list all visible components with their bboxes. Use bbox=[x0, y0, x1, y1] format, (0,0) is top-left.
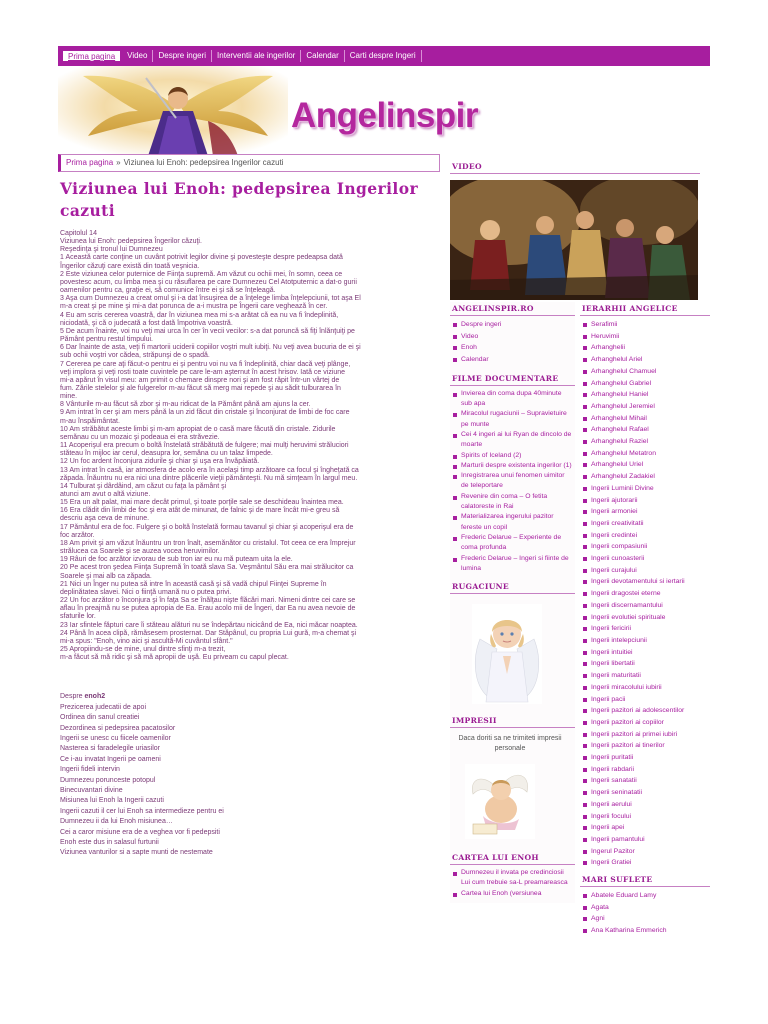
ierarhie-link[interactable]: Heruvimii bbox=[582, 331, 708, 343]
post-line: 17 Pământul era de foc. Fulgere şi o boltă înstelată formau tavanul şi chiar şi acoperişul era de bbox=[60, 523, 354, 531]
film-link[interactable]: Miracolul rugaciunii – Supravietuire pe munte bbox=[452, 409, 573, 430]
ierarhie-link[interactable]: Ingerii intuitiei bbox=[582, 647, 708, 659]
related-link[interactable]: Dumnezeu porunceste potopul bbox=[60, 776, 156, 784]
top-nav bbox=[58, 46, 710, 66]
angel-header-image bbox=[58, 66, 288, 156]
post-line: sub ochii voştri vor cădea, străpunşi de o spadă. bbox=[60, 352, 210, 360]
film-link[interactable]: Frederic Delarue – Experiente de coma profunda bbox=[452, 533, 573, 554]
ierarhie-link[interactable]: Ingerii miracolului iubirii bbox=[582, 682, 708, 694]
post-line: Viziunea lui Enoh: pedepsirea Îngerilor căzuţi. bbox=[60, 238, 202, 246]
ierarhie-link[interactable]: Ingerul Pazitor bbox=[582, 846, 708, 858]
film-link[interactable]: Invierea din coma dupa 40minute sub apa bbox=[452, 389, 573, 410]
post-line: semănau cu un mozaic şi podeaua ei era străvezie. bbox=[60, 433, 220, 441]
ierarhie-link[interactable]: Ingerii Luminii Divine bbox=[582, 483, 708, 495]
post-line: 11 Acoperişul era precum o boltă înstelată străbătută de fulgere; mai mulţi heruvimi străluciori bbox=[60, 442, 349, 450]
ierarhie-link[interactable]: Ingerii apei bbox=[582, 822, 708, 834]
ierarhie-link[interactable]: Arhanghelul Uriel bbox=[582, 459, 708, 471]
related-heading bbox=[60, 692, 444, 702]
sidebar-link[interactable]: Calendar bbox=[452, 354, 573, 366]
ierarhie-link[interactable]: Ingerii curajului bbox=[582, 565, 708, 577]
post-line: 22 Un foc arzător o înconjura şi în faţa Sa se înălţau nişte flăcări mari. Nimeni dintre cei care se bbox=[60, 597, 356, 605]
ierarhie-link[interactable]: Ingerii evolutiei spirituale bbox=[582, 612, 708, 624]
ierarhie-link[interactable]: Ingerii pazitori ai adolescentilor bbox=[582, 705, 708, 717]
mare-suflet-link[interactable]: Abatele Eduard Lamy bbox=[582, 890, 708, 902]
video-thumbnail bbox=[450, 180, 698, 300]
film-link[interactable]: Inregistrarea unui fenomen uimitor de teleportare bbox=[452, 471, 573, 492]
post-line: 2 Este viziunea celor puternice de Fiinţa supremă. Am văzut cu ochii mei, în somn, ceea ce bbox=[60, 270, 343, 278]
video-player[interactable] bbox=[450, 180, 698, 300]
post-line: deplinătatea slavei. Nici o fiinţă umană nu o putea privi. bbox=[60, 588, 232, 596]
ierarhie-link[interactable]: Ingerii credintei bbox=[582, 530, 708, 542]
post-line: 23 Iar sfintele făpturi care îi stăteau alături nu se îndepărtau nicicând de Ea, nici măcar noaptea. bbox=[60, 621, 358, 629]
post-line: m-au înspăimântat. bbox=[60, 417, 120, 425]
post-line: 12 Un foc ardent înconjura zidurile şi chiar şi uşa era învăpăiată. bbox=[60, 458, 260, 466]
ierarhie-link[interactable]: Ingerii compasiunii bbox=[582, 541, 708, 553]
post-line: foc arzător. bbox=[60, 531, 95, 539]
related-link[interactable]: Enoh este dus in salasul furtunii bbox=[60, 838, 159, 846]
post-line: stăteau în mijloc iar cerul, deasupra lor, semăna cu un talaz limpede. bbox=[60, 450, 273, 458]
impresii-widget-title: IMPRESII bbox=[450, 714, 575, 728]
post-line: niciodată, şi că o judecată a fost dată împotriva voastră. bbox=[60, 319, 233, 327]
ierarhie-link[interactable]: Ingerii focului bbox=[582, 811, 708, 823]
ierarhie-link[interactable]: Ingerii pazitori ai tinerilor bbox=[582, 740, 708, 752]
ierarhie-link[interactable]: Ingerii libertatii bbox=[582, 658, 708, 670]
ierarhie-link[interactable]: Ingerii sanatatii bbox=[582, 775, 708, 787]
post-line: oamenilor pentru ca, graţie ei, să comunice între ei şi să se înţeleagă. bbox=[60, 287, 276, 295]
ierarhii-widget-title: IERARHII ANGELICE bbox=[580, 302, 710, 316]
praying-angel-image[interactable] bbox=[472, 604, 542, 704]
cherub-image[interactable] bbox=[465, 764, 535, 839]
ierarhie-link[interactable]: Arhanghelul Raziel bbox=[582, 436, 708, 448]
nav-video[interactable]: Video bbox=[122, 50, 153, 62]
post-line: Soarele şi mai alb ca zăpada. bbox=[60, 572, 152, 580]
post-line: atunci am avut o altă viziune. bbox=[60, 491, 151, 498]
ierarhie-link[interactable]: Arhanghelul Ariel bbox=[582, 354, 708, 366]
ierarhie-link[interactable]: Ingerii cunoasterii bbox=[582, 553, 708, 565]
ierarhie-link[interactable]: Ingerii seninatatii bbox=[582, 787, 708, 799]
post-line: aflau în preajmă nu se putea apropia de Ea. Erau acolo mii de Îngeri, dar Ea nu avea nevoie de bbox=[60, 605, 356, 613]
related-list bbox=[60, 703, 444, 859]
mare-suflet-link[interactable]: Agni bbox=[582, 913, 708, 925]
ierarhie-link[interactable]: Ingerii devotamentului si iertarii bbox=[582, 576, 708, 588]
post-line: 3 Aşa cum Dumnezeu a creat omul şi i-a dat însuşirea de a înţelege limba înţelepciunii, tot aşa El bbox=[60, 295, 361, 303]
related-link[interactable]: Viziunea vanturilor si a sapte munti de nestemate bbox=[60, 849, 213, 857]
breadcrumb-current: Viziunea lui Enoh: pedepsirea Ingerilor cazuti bbox=[123, 158, 284, 167]
ierarhie-link[interactable]: Ingerii Gratiei bbox=[582, 857, 708, 869]
post-line: 10 Am străbătut aceste limbi şi m-am apropiat de o casă mare făcută din cristale. Zidurile bbox=[60, 425, 336, 433]
post-line: 1 Această carte conţine un cuvânt potrivit legilor divine şi povesteşte despre pedeapsa dată bbox=[60, 254, 343, 262]
post-body bbox=[60, 230, 442, 662]
post-line: 15 Era un alt palat, mai mare decât primul, şi toate porţile sale se deschideau înaintea mea. bbox=[60, 499, 344, 507]
sidebar-link[interactable]: Enoh bbox=[452, 342, 573, 354]
ierarhie-link[interactable]: Ingerii maturitatii bbox=[582, 670, 708, 682]
mari-widget-title: MARI SUFLETE bbox=[580, 873, 710, 887]
related-link[interactable]: Prezicerea judecatii de apoi bbox=[60, 703, 146, 711]
post-line: m-a creat şi pe mine şi mi-a dat porunca de a-i mustra pe Îngerii care veghează în cer. bbox=[60, 303, 328, 311]
breadcrumb-home[interactable]: Prima pagina bbox=[66, 158, 114, 167]
related-link[interactable]: Ingerii fideli intervin bbox=[60, 766, 120, 774]
ierarhie-link[interactable]: Serafimii bbox=[582, 319, 708, 331]
ierarhie-link[interactable]: Arhanghelul Mihail bbox=[582, 413, 708, 425]
ierarhie-link[interactable]: Ingerii armoniei bbox=[582, 506, 708, 518]
related-link[interactable]: Ordinea din sanul creatiei bbox=[60, 714, 140, 722]
post-line: Reşedinţa şi tronul lui Dumnezeu bbox=[60, 246, 163, 254]
related-link[interactable]: Ingerii cazuti il cer lui Enoh sa intermedieze pentru ei bbox=[60, 807, 224, 815]
post-title: Viziunea lui Enoh: pedepsirea Ingerilor cazuti bbox=[60, 179, 419, 220]
angelinspir-widget-title: ANGELINSPIR.RO bbox=[450, 302, 575, 316]
post-line: Capitolul 14 bbox=[60, 230, 97, 237]
cartea-list bbox=[450, 865, 575, 903]
ierarhie-link[interactable]: Ingerii pazitori ai copiilor bbox=[582, 717, 708, 729]
video-title: VIDEO bbox=[450, 160, 700, 174]
related-link[interactable]: Dezordinea si pedepsirea pacatosilor bbox=[60, 724, 176, 732]
nav-prima-pagina[interactable]: Prima pagina bbox=[62, 50, 121, 62]
cartea-widget-title: CARTEA LUI ENOH bbox=[450, 851, 575, 865]
post-line: mi-a apărut în visul meu: am primit o chemare dinspre nori şi am fost răpit într-un vârtej de bbox=[60, 376, 340, 384]
ierarhie-link[interactable]: Ingerii creativitatii bbox=[582, 518, 708, 530]
post-line: 7 Cererea pe care aţi făcut-o pentru ei şi pentru voi nu va fi îndeplinită, chiar dacă veţi plânge, bbox=[60, 360, 351, 368]
filme-widget-title: FILME DOCUMENTARE bbox=[450, 372, 575, 386]
sidebar-link[interactable]: Video bbox=[452, 331, 573, 343]
post-line: veţi implora şi veţi rosti toate cuvintele pe care le-am aşternut în acest hrisov. Iată ce viziune bbox=[60, 368, 346, 376]
post-line: Îngerilor căzuţi care există din toată veşnicia. bbox=[60, 262, 200, 270]
post-line: 19 Râuri de foc arzător izvorau de sub tron iar eu nu mă puteam uita la ele. bbox=[60, 556, 293, 564]
related-link[interactable]: Misiunea lui Enoh la Ingerii cazuti bbox=[60, 797, 164, 805]
post-line: descriu aşa ceva de minune. bbox=[60, 515, 150, 523]
related-link[interactable]: Nasterea si faradelegile uriasilor bbox=[60, 745, 160, 753]
nav-despre-ingeri[interactable]: Despre ingeri bbox=[153, 50, 212, 62]
filme-list bbox=[450, 386, 575, 578]
mare-suflet-link[interactable]: Agata bbox=[582, 902, 708, 914]
post-line: 14 Tulburat şi dârdâind, am căzut cu faţa la pământ şi bbox=[60, 482, 227, 490]
post-line: 18 Am privit şi am văzut înăuntru un tron înalt, asemănător cu cristalul. Tot ceea ce era împrejur bbox=[60, 539, 356, 547]
sidebar-left bbox=[450, 302, 575, 903]
angelinspir-list bbox=[450, 316, 575, 370]
main-content bbox=[60, 178, 444, 859]
related-link[interactable]: Dumnezeu ii da lui Enoh misiunea… bbox=[60, 818, 173, 826]
mari-list bbox=[580, 887, 710, 941]
site-logo[interactable]: Angelinspir bbox=[291, 96, 479, 135]
ierarhie-link[interactable]: Arhanghelul Gabriel bbox=[582, 378, 708, 390]
post-line: zăpada. Înăuntru nu era nici una dintre plăcerile vieţii pământeşti. Nu mă simţeam în largul meu. bbox=[60, 474, 358, 482]
ierarhie-link[interactable]: Ingerii rabdarii bbox=[582, 764, 708, 776]
post-line: 16 Era clădit din limbi de foc şi era atât de minunat, de falnic şi de mare încât mi-e greu să bbox=[60, 507, 340, 515]
post-line: fum. Zările stelelor şi ale fulgerelor m-au făcut să merg mai repede şi au sădit tulburarea în bbox=[60, 384, 341, 392]
cartea-link[interactable]: Cartea lui Enoh (versiunea bbox=[452, 889, 573, 899]
rugaciune-widget-title: RUGACIUNE bbox=[450, 580, 575, 594]
post-line: Pământ pentru restul timpului. bbox=[60, 336, 153, 344]
ierarhie-link[interactable]: Ingerii dragostei eterne bbox=[582, 588, 708, 600]
film-link[interactable]: Materializarea ingerului pazitor fereste un copil bbox=[452, 512, 573, 533]
related-heading-tag[interactable]: enoh2 bbox=[84, 693, 106, 701]
post-line: strălucea ca Soarele şi se auzea vocea heruvimilor. bbox=[60, 548, 220, 556]
video-widget bbox=[450, 160, 700, 300]
ierarhie-link[interactable]: Ingerii intelepciunii bbox=[582, 635, 708, 647]
post-line: 20 Pe acest tron şedea Fiinţa Supremă în toată slava Sa. Veşmântul Său era mai strălucitor ca bbox=[60, 564, 354, 572]
film-link[interactable]: Cei 4 ingeri ai lui Ryan de dincolo de moarte bbox=[452, 430, 573, 451]
mare-suflet-link[interactable]: Ana Katharina Emmerich bbox=[582, 925, 708, 937]
post-line: 4 Eu am scris cererea voastră, dar în viziunea mea mi s-a arătat că ea nu va fi îndeplinită, bbox=[60, 311, 339, 319]
ierarhie-link[interactable]: Arhanghelul Haniel bbox=[582, 389, 708, 401]
ierarhie-link[interactable]: Arhanghelul Metatron bbox=[582, 448, 708, 460]
post-line: 6 Dar înainte de asta, veţi fi martorii uciderii copiilor voştri mult iubiţi. Nu veţi avea bucuria de ei şi bbox=[60, 344, 361, 352]
related-link[interactable]: Binecuvantari divine bbox=[60, 786, 123, 794]
related-heading-prefix: Despre bbox=[60, 693, 85, 701]
post-line: 13 Am intrat în casă, iar atmosfera de acolo era în acelaşi timp arzătoare ca focul şi îngheţată ca bbox=[60, 466, 359, 474]
ierarhie-link[interactable]: Arhanghelul Chamuel bbox=[582, 366, 708, 378]
film-link[interactable]: Marturii despre existenta ingerilor (1) bbox=[452, 461, 573, 471]
post-line: sfaturile lor. bbox=[60, 613, 96, 621]
ierarhie-link[interactable]: Ingerii pazitori ai primei iubiri bbox=[582, 729, 708, 741]
ierarhii-list bbox=[580, 316, 710, 873]
post-line: povestesc acum, cu limba mea şi cu răsuflarea pe care Dumnezeu Cel Atotputernic a dat-o gurii bbox=[60, 278, 357, 286]
site-header bbox=[58, 66, 710, 156]
ierarhie-link[interactable]: Ingerii pacii bbox=[582, 694, 708, 706]
sidebar-right bbox=[580, 302, 710, 941]
ierarhie-link[interactable]: Ingerii ajutorarii bbox=[582, 495, 708, 507]
ierarhie-link[interactable]: Arhanghelul Rafael bbox=[582, 424, 708, 436]
breadcrumb-separator: » bbox=[116, 158, 121, 167]
sidebar-link[interactable]: Despre ingeri bbox=[452, 319, 573, 331]
related-link[interactable]: Ingerii se unesc cu fiicele oamenilor bbox=[60, 734, 171, 742]
post-line: m-a făcut să mă ridic şi să mă apropii de uşă. Eu priveam cu capul plecat. bbox=[60, 654, 289, 662]
post-line: 25 Apropiindu-se de mine, unul dintre sfinţi m-a trezit, bbox=[60, 645, 226, 653]
ierarhie-link[interactable]: Ingerii discernamantului bbox=[582, 600, 708, 612]
post-line: mi-a spus: "Enoh, vino aici şi ascultă-Mi cuvântul sfânt." bbox=[60, 637, 233, 645]
impresii-text[interactable]: Daca doriti sa ne trimiteti impresii personale bbox=[458, 735, 562, 753]
nav-carti[interactable]: Carti despre Ingeri bbox=[345, 50, 422, 62]
ierarhie-link[interactable]: Arhanghelul Jeremiel bbox=[582, 401, 708, 413]
nav-interventii[interactable]: Interventii ale ingerilor bbox=[212, 50, 301, 62]
ierarhie-link[interactable]: Arhanghelul Zadakiel bbox=[582, 471, 708, 483]
ierarhie-link[interactable]: Ingerii aerului bbox=[582, 799, 708, 811]
ierarhie-link[interactable]: Ingerii puritatii bbox=[582, 752, 708, 764]
ierarhie-link[interactable]: Ingerii fericirii bbox=[582, 623, 708, 635]
breadcrumb bbox=[58, 154, 440, 172]
post-line: 9 Am intrat în cer şi am mers până la un zid făcut din cristale şi înconjurat de limbi de foc care bbox=[60, 409, 350, 417]
related-link[interactable]: Ce i-au invatat Ingerii pe oameni bbox=[60, 755, 161, 763]
film-link[interactable]: Spirits of Iceland (2) bbox=[452, 451, 573, 461]
post-line: 24 Până în acea clipă, rămăsesem prosternat. Dar Stăpânul, cu propria Lui gură, m-a chemat şi bbox=[60, 629, 357, 637]
post-line: 8 Vânturile m-au făcut să zbor şi m-au ridicat de la Pământ până am ajuns la cer. bbox=[60, 401, 311, 409]
ierarhie-link[interactable]: Ingerii pamantului bbox=[582, 834, 708, 846]
film-link[interactable]: Frederic Delarue – Ingeri si fiinte de lumina bbox=[452, 554, 573, 575]
related-link[interactable]: Cei a caror misiune era de a veghea vor fi pedepsiti bbox=[60, 828, 220, 836]
film-link[interactable]: Revenire din coma – O fetita calatoreste in Rai bbox=[452, 492, 573, 513]
post-line: 21 Nici un Înger nu putea să intre în această casă şi să vadă chipul Fiinţei Supreme în bbox=[60, 580, 327, 588]
post-line: mine. bbox=[60, 393, 78, 401]
nav-calendar[interactable]: Calendar bbox=[301, 50, 344, 62]
related-posts bbox=[60, 692, 444, 859]
ierarhie-link[interactable]: Arhanghelii bbox=[582, 342, 708, 354]
cartea-link[interactable]: Dumnezeu il invata pe credinciosii Lui cum trebuie sa-L preamareasca bbox=[452, 868, 573, 889]
post-line: 5 De acum înainte, voi nu veţi mai urca în cer în vecii vecilor: s-a dat poruncă să fiţi înlănţuiţi pe bbox=[60, 327, 355, 335]
